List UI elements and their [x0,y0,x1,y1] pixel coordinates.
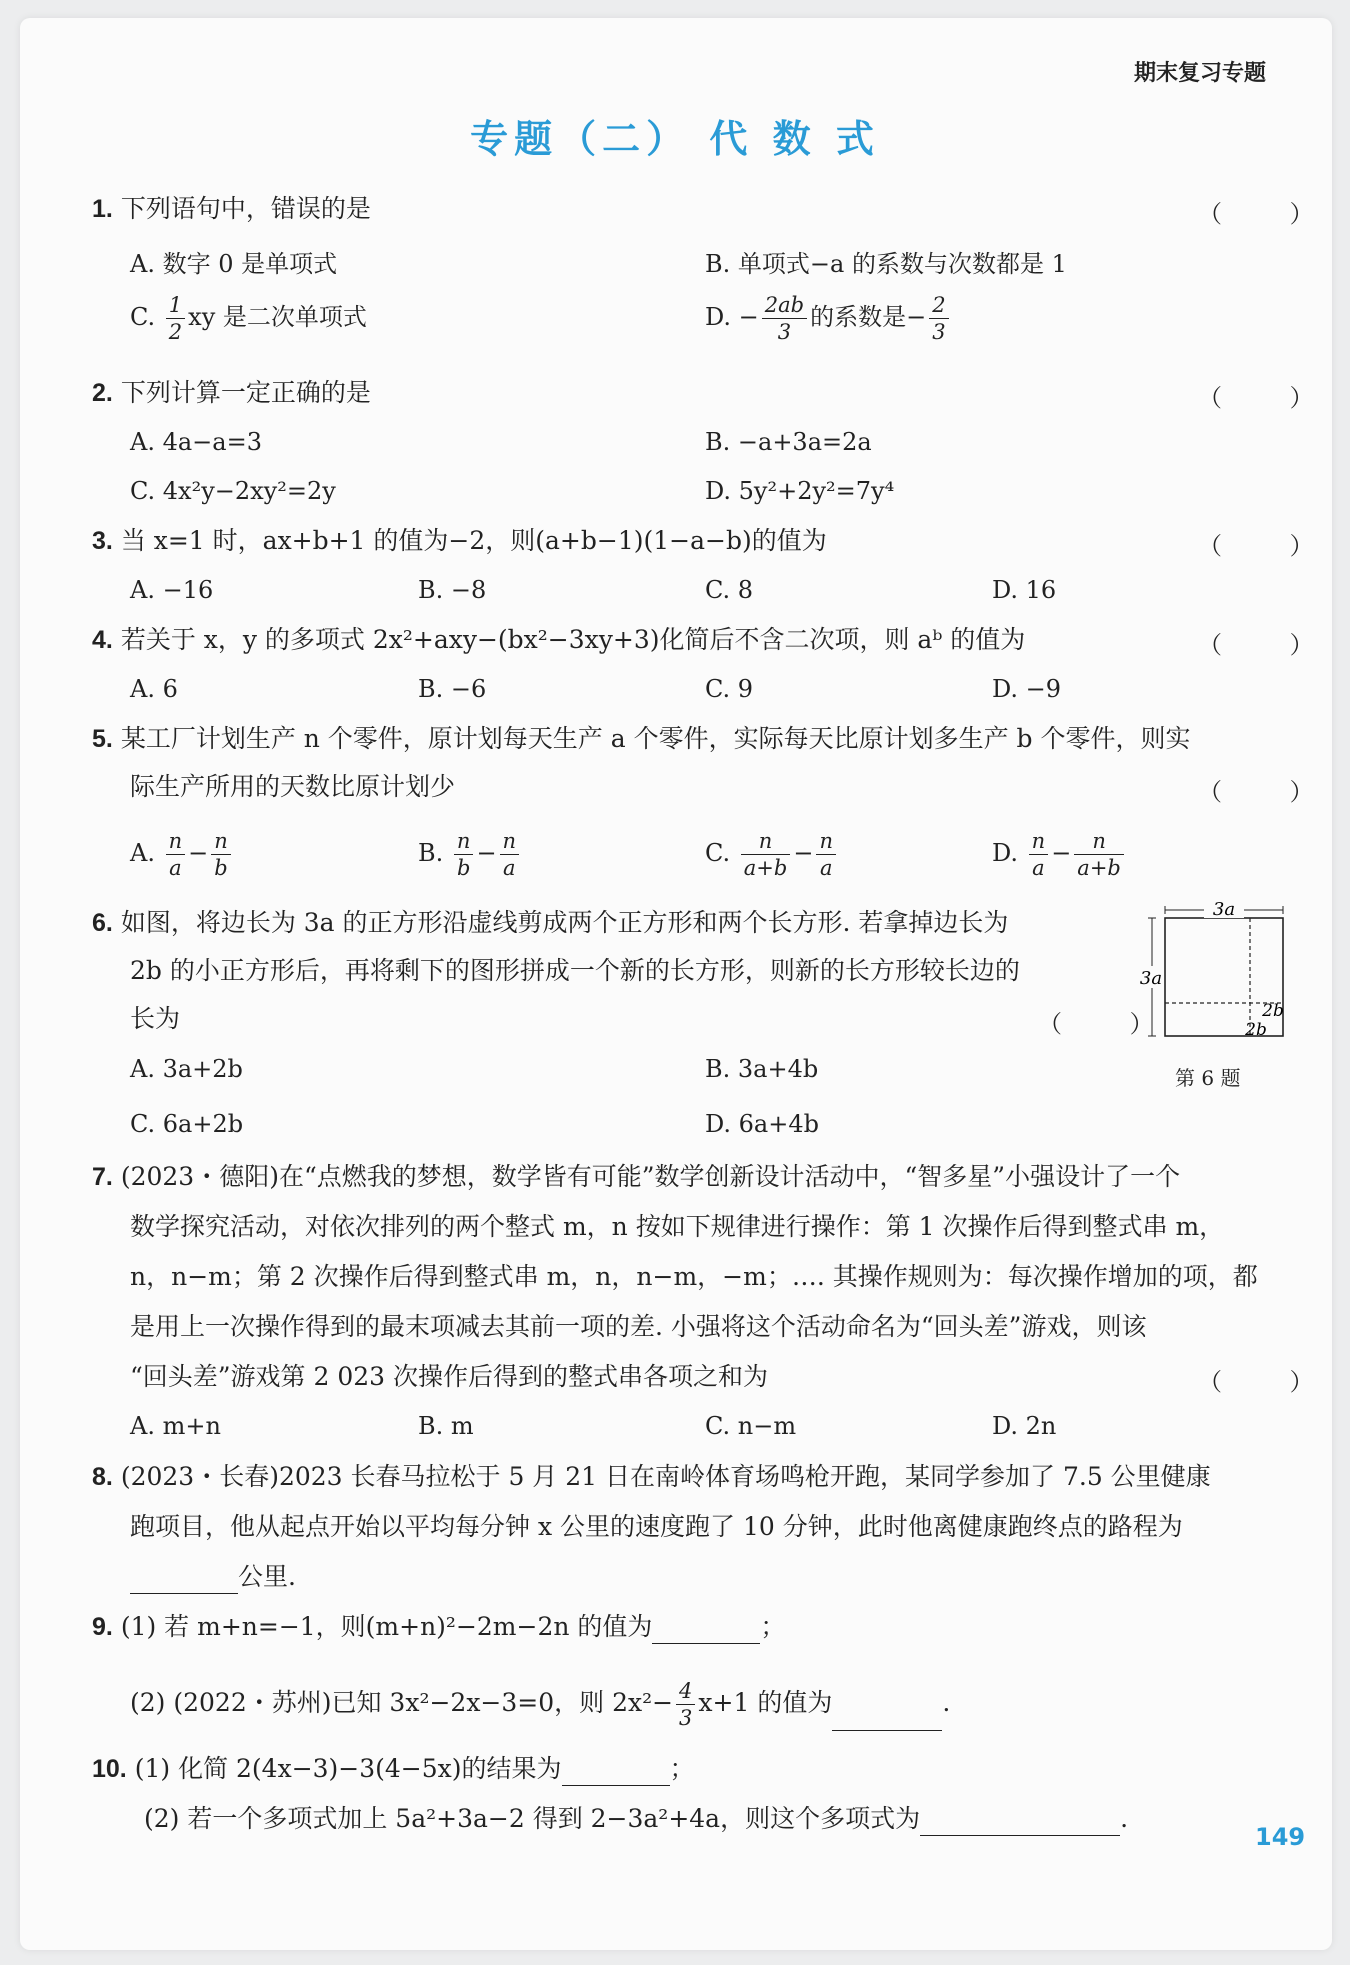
q1-option-b: B. 单项式−a 的系数与次数都是 1 [705,250,1067,278]
question-number: 9. [92,1613,113,1641]
q2-option-a: A. 4a−a=3 [130,428,262,456]
fraction: $\frac{4}{3}$ [676,1678,695,1731]
q7-option-a: A. m+n [130,1412,221,1440]
question-7-line4: 是用上一次操作得到的最末项减去其前一项的差. 小强将这个活动命名为“回头差”游戏，则该 [130,1312,1147,1341]
q1-option-c: C. $\frac{1}{2}$ xy 是二次单项式 [130,293,367,344]
q6-option-a: A. 3a+2b [130,1055,243,1083]
question-number: 1. [92,195,113,223]
q5-option-b: B. $\frac{n}{b}$ − $\frac{n}{a}$ [418,828,522,881]
figure-caption: 第 6 题 [1175,1066,1241,1090]
q2-option-c: C. 4x²y−2xy²=2y [130,477,336,505]
q2-option-d: D. 5y²+2y²=7y⁴ [705,477,895,505]
answer-paren: （ ） [1198,532,1344,560]
answer-paren: （ ） [1198,631,1344,659]
answer-blank[interactable] [130,1567,238,1594]
question-10-part2: (2) 若一个多项式加上 5a²+3a−2 得到 2−3a²+4a，则这个多项式为 . [144,1802,1128,1836]
question-number: 3. [92,527,113,555]
question-1-stem [92,192,371,226]
q6-option-c: C. 6a+2b [130,1110,244,1138]
fig-label-left: 3a [1139,968,1163,989]
answer-paren: （ ） [1198,778,1344,806]
question-number: 6. [92,909,113,937]
page-title: 专题（二） 代 数 式 [470,117,880,161]
q7-option-b: B. m [418,1412,474,1440]
question-8-stem: 8. (2023・长春)2023 长春马拉松于 5 月 21 日在南岭体育场鸣枪开跑，某同学参加了 7.5 公里健康 [92,1462,1211,1491]
question-9-part2: (2) (2022・苏州)已知 3x²−2x−3=0，则 2x²− $\frac{4}{3}$ x+1 的值为 . [130,1679,951,1730]
question-4-stem: 4. 若关于 x，y 的多项式 2x²+axy−(bx²−3xy+3)化简后不含二次项，则 aᵇ 的值为 [92,625,1026,654]
question-number: 2. [92,379,113,407]
fig-label-right: 2b [1262,1001,1284,1021]
fraction: $\frac{1}{2}$ [166,292,185,345]
question-3-stem: 3. 当 x=1 时，ax+b+1 的值为−2，则(a+b−1)(1−a−b)的值为 [92,526,827,555]
question-number: 10. [92,1755,127,1783]
question-number: 4. [92,626,113,654]
answer-blank[interactable] [832,1704,942,1731]
question-6-stem: 6. 如图，将边长为 3a 的正方形沿虚线剪成两个正方形和两个长方形. 若拿掉边长为 [92,908,1009,937]
q4-option-d: D. −9 [992,675,1062,703]
answer-blank[interactable] [920,1809,1120,1836]
stem-text: 下列语句中，错误的是 [120,194,371,223]
q3-option-a: A. −16 [130,576,214,604]
q4-option-a: A. 6 [130,675,178,703]
q6-option-b: B. 3a+4b [705,1055,819,1083]
question-9-part1: 9. (1) 若 m+n=−1，则(m+n)²−2m−2n 的值为 ； [92,1610,785,1644]
answer-blank[interactable] [562,1759,670,1786]
q3-option-c: C. 8 [705,576,754,604]
square-cut-figure [1130,900,1290,1050]
question-5-stem: 5. 某工厂计划生产 n 个零件，原计划每天生产 a 个零件，实际每天比原计划多生产 b 个零件，则实 [92,724,1191,753]
question-7-line3: n，n−m；第 2 次操作后得到整式串 m，n，n−m，−m；…. 其操作规则为：每次操作增加的项，都 [130,1262,1258,1291]
q5-option-d: D. $\frac{n}{a}$ − $\frac{n}{a+b}$ [992,828,1127,881]
answer-paren: （ ） [1198,1368,1344,1396]
section-header: 期末复习专题 [1134,61,1267,86]
question-2-stem: 2. 下列计算一定正确的是 [92,378,371,407]
question-8-line3: 公里. [130,1560,296,1594]
question-5-stem-line2: 际生产所用的天数比原计划少 [130,772,456,801]
question-6-stem-line3: 长为 [130,1004,181,1033]
question-number: 7. [92,1163,113,1191]
fraction: $\frac{2}{3}$ [929,292,948,345]
answer-paren: （ ） [1038,1010,1184,1038]
q3-option-b: B. −8 [418,576,487,604]
q5-option-c: C. $\frac{n}{a+b}$ − $\frac{n}{a}$ [705,828,839,881]
q5-option-a: A. $\frac{n}{a}$ − $\frac{n}{b}$ [130,828,234,881]
q2-option-b: B. −a+3a=2a [705,428,872,456]
question-10-part1: 10. (1) 化简 2(4x−3)−3(4−5x)的结果为 ； [92,1752,695,1786]
q6-option-d: D. 6a+4b [705,1110,819,1138]
q1-option-a: A. 数字 0 是单项式 [130,250,338,278]
question-number: 5. [92,725,113,753]
q4-option-c: C. 9 [705,675,754,703]
q1-option-d: D. − $\frac{2ab}{3}$ 的系数是− $\frac{2}{3}$ [705,292,952,345]
question-8-line2: 跑项目，他从起点开始以平均每分钟 x 公里的速度跑了 10 分钟，此时他离健康跑终点的路程为 [130,1512,1183,1541]
question-7-line2: 数学探究活动，对依次排列的两个整式 m，n 按如下规律进行操作：第 1 次操作后得到整式串 m， [130,1212,1225,1241]
q7-option-d: D. 2n [992,1412,1057,1440]
q4-option-b: B. −6 [418,675,487,703]
question-number: 8. [92,1463,113,1491]
q7-option-c: C. n−m [705,1412,797,1440]
question-6-stem-line2: 2b 的小正方形后，再将剩下的图形拼成一个新的长方形，则新的长方形较长边的 [130,956,1020,985]
page-number: 149 [1255,1823,1306,1851]
question-7-line5: “回头差”游戏第 2 023 次操作后得到的整式串各项之和为 [130,1362,769,1391]
answer-paren: （ ） [1198,384,1344,412]
fig-label-bottom: 2b [1245,1020,1267,1040]
q3-option-d: D. 16 [992,576,1057,604]
answer-paren: （ ） [1198,200,1344,228]
answer-blank[interactable] [652,1617,760,1644]
fraction: $\frac{2ab}{3}$ [762,292,807,345]
question-7-stem: 7. (2023・德阳)在“点燃我的梦想，数学皆有可能”数学创新设计活动中，“智多星”小强设计了一个 [92,1162,1181,1191]
fig-label-top: 3a [1212,900,1236,920]
